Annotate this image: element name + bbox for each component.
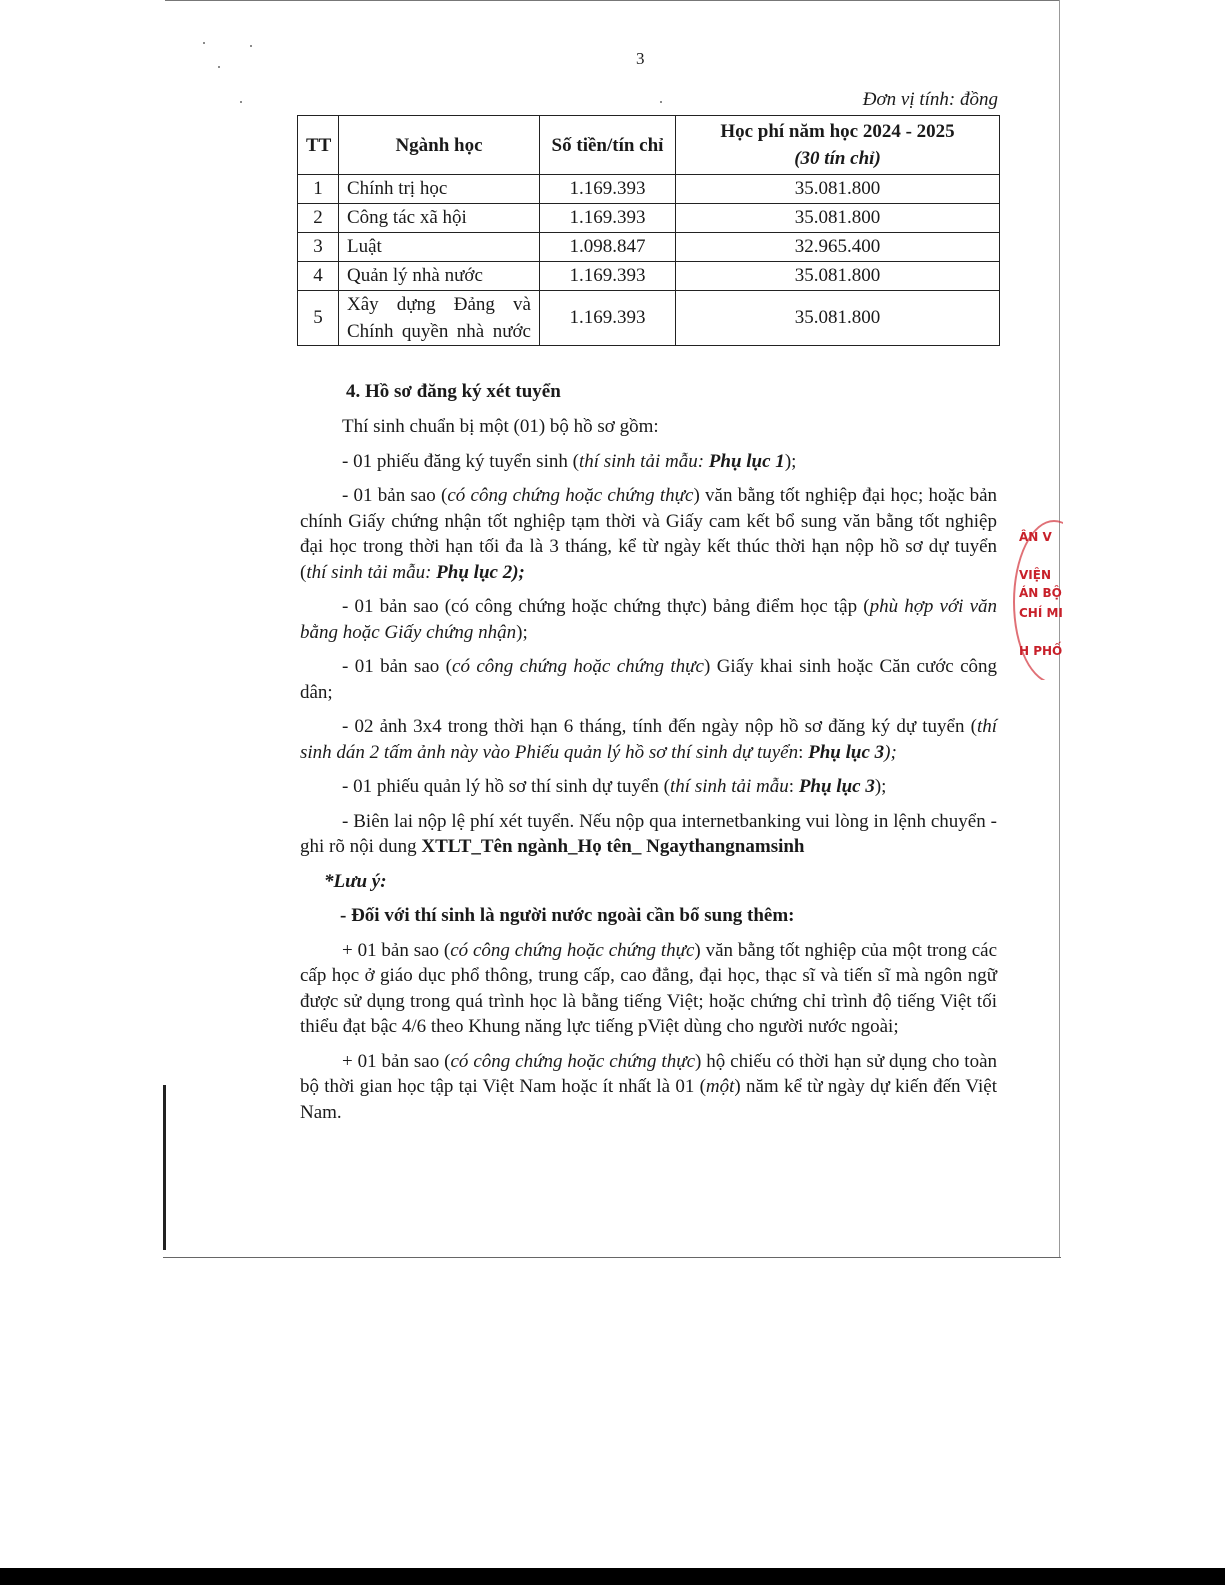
- scan-speck: [250, 45, 252, 47]
- tuition-fee-table: [297, 115, 1000, 346]
- cell-tt: 5: [298, 291, 339, 346]
- table-row: [298, 233, 1000, 262]
- header-tuition: [676, 116, 1000, 175]
- cell-per-credit: 1.098.847: [540, 233, 676, 262]
- cell-major: Luật: [339, 233, 540, 262]
- requirement-item: - 01 phiếu quản lý hồ sơ thí sinh dự tuyển (thí sinh tải mẫu: Phụ lục 3);: [342, 776, 887, 797]
- cell-major: Xây dựng Đảng và Chính quyền nhà nước: [339, 291, 540, 346]
- scan-speck: [203, 42, 205, 44]
- table-row: [298, 175, 1000, 204]
- table-row: [298, 291, 1000, 346]
- note-label: *Lưu ý:: [324, 870, 387, 892]
- cell-tuition: 35.081.800: [676, 175, 1000, 204]
- foreign-heading: - Đối với thí sinh là người nước ngoài cần bổ sung thêm:: [340, 905, 795, 926]
- section-body: [300, 414, 997, 1125]
- cell-per-credit: 1.169.393: [540, 262, 676, 291]
- cell-per-credit: 1.169.393: [540, 204, 676, 233]
- header-tt: TT: [298, 116, 339, 175]
- header-major: Ngành học: [339, 116, 540, 175]
- cell-major: Công tác xã hội: [339, 204, 540, 233]
- stamp-text: VIỆN: [1019, 568, 1051, 582]
- stamp-text: H PHỐ: [1019, 644, 1063, 658]
- cell-tt: 1: [298, 175, 339, 204]
- scan-edge-bottom: [163, 1257, 1061, 1258]
- requirement-item: - Biên lai nộp lệ phí xét tuyển. Nếu nộp qua internetbanking vui lòng in lệnh chuyển - ghi rõ nội dung XTLT_Tên ngành_Họ tên_ Ngaythangnamsinh: [300, 810, 997, 857]
- cell-tuition: 32.965.400: [676, 233, 1000, 262]
- scan-speck: [240, 101, 242, 103]
- stamp-text: ÂN V: [1019, 530, 1052, 544]
- table-header-row: [298, 116, 1000, 175]
- scan-bottom-bar: [0, 1568, 1225, 1585]
- scan-speck: [218, 66, 220, 68]
- requirement-item: - 02 ảnh 3x4 trong thời hạn 6 tháng, tính đến ngày nộp hồ sơ đăng ký dự tuyển (thí sinh dán 2 tấm ảnh này vào Phiếu quản lý hồ sơ thí sinh dự tuyển: Phụ lục 3);: [300, 716, 997, 763]
- section-title: 4. Hồ sơ đăng ký xét tuyển: [346, 381, 561, 402]
- cell-tuition: 35.081.800: [676, 204, 1000, 233]
- foreign-item: + 01 bản sao (có công chứng hoặc chứng thực) hộ chiếu có thời hạn sử dụng cho toàn bộ thời gian học tập tại Việt Nam hoặc ít nhất là 01 (một) năm kể từ ngày dự kiến đến Việt Nam.: [300, 1050, 998, 1123]
- cell-tt: 2: [298, 204, 339, 233]
- page-number: 3: [636, 49, 645, 68]
- cell-major: Chính trị học: [339, 175, 540, 204]
- requirement-item: - 01 bản sao (có công chứng hoặc chứng thực) Giấy khai sinh hoặc Căn cước công dân;: [300, 656, 998, 703]
- table-row: [298, 262, 1000, 291]
- cell-tt: 4: [298, 262, 339, 291]
- cell-per-credit: 1.169.393: [540, 175, 676, 204]
- unit-note: Đơn vị tính: đồng: [862, 89, 998, 110]
- stamp-text: CHÍ MI: [1019, 606, 1063, 620]
- stamp-text: ÁN BỘ: [1019, 586, 1062, 600]
- header-per-credit: Số tiền/tín chỉ: [540, 116, 676, 175]
- requirement-item: - 01 bản sao (có công chứng hoặc chứng thực) bảng điểm học tập (phù hợp với văn bằng hoặc Giấy chứng nhận);: [300, 596, 997, 643]
- cell-tt: 3: [298, 233, 339, 262]
- cell-tuition: 35.081.800: [676, 291, 1000, 346]
- cell-tuition: 35.081.800: [676, 262, 1000, 291]
- intro-text: Thí sinh chuẩn bị một (01) bộ hồ sơ gồm:: [342, 416, 659, 437]
- header-tuition-sub: (30 tín chỉ): [794, 148, 881, 169]
- cell-major: Quản lý nhà nước: [339, 262, 540, 291]
- scan-edge-left: [163, 1085, 166, 1250]
- header-tuition-title: Học phí năm học 2024 - 2025: [720, 121, 955, 142]
- scan-speck: [660, 101, 662, 103]
- table-row: [298, 204, 1000, 233]
- foreign-item: + 01 bản sao (có công chứng hoặc chứng thực) văn bằng tốt nghiệp của một trong các cấp học ở giáo dục phổ thông, trung cấp, cao đẳng, đại học, thạc sĩ và tiến sĩ mà ngôn ngữ được sử dụng trong quá trình học là bằng tiếng Việt; hoặc chứng chỉ trình độ tiếng Việt tối thiểu đạt bậc 4/6 theo Khung năng lực tiếng pViệt dùng cho người nước ngoài;: [300, 939, 998, 1037]
- scan-edge-top: [165, 0, 1060, 1]
- requirement-item: - 01 bản sao (có công chứng hoặc chứng thực) văn bằng tốt nghiệp đại học; hoặc bản chính Giấy chứng nhận tốt nghiệp tạm thời và Giấy cam kết bổ sung văn bằng tốt nghiệp đại học trong thời hạn tối đa là 3 tháng, kể từ ngày kết thúc thời hạn nộp hồ sơ dự tuyển (thí sinh tải mẫu: Phụ lục 2);: [300, 485, 998, 583]
- requirement-item: - 01 phiếu đăng ký tuyển sinh (thí sinh tải mẫu: Phụ lục 1);: [342, 450, 797, 472]
- red-seal-stamp: [1013, 520, 1063, 680]
- cell-per-credit: 1.169.393: [540, 291, 676, 346]
